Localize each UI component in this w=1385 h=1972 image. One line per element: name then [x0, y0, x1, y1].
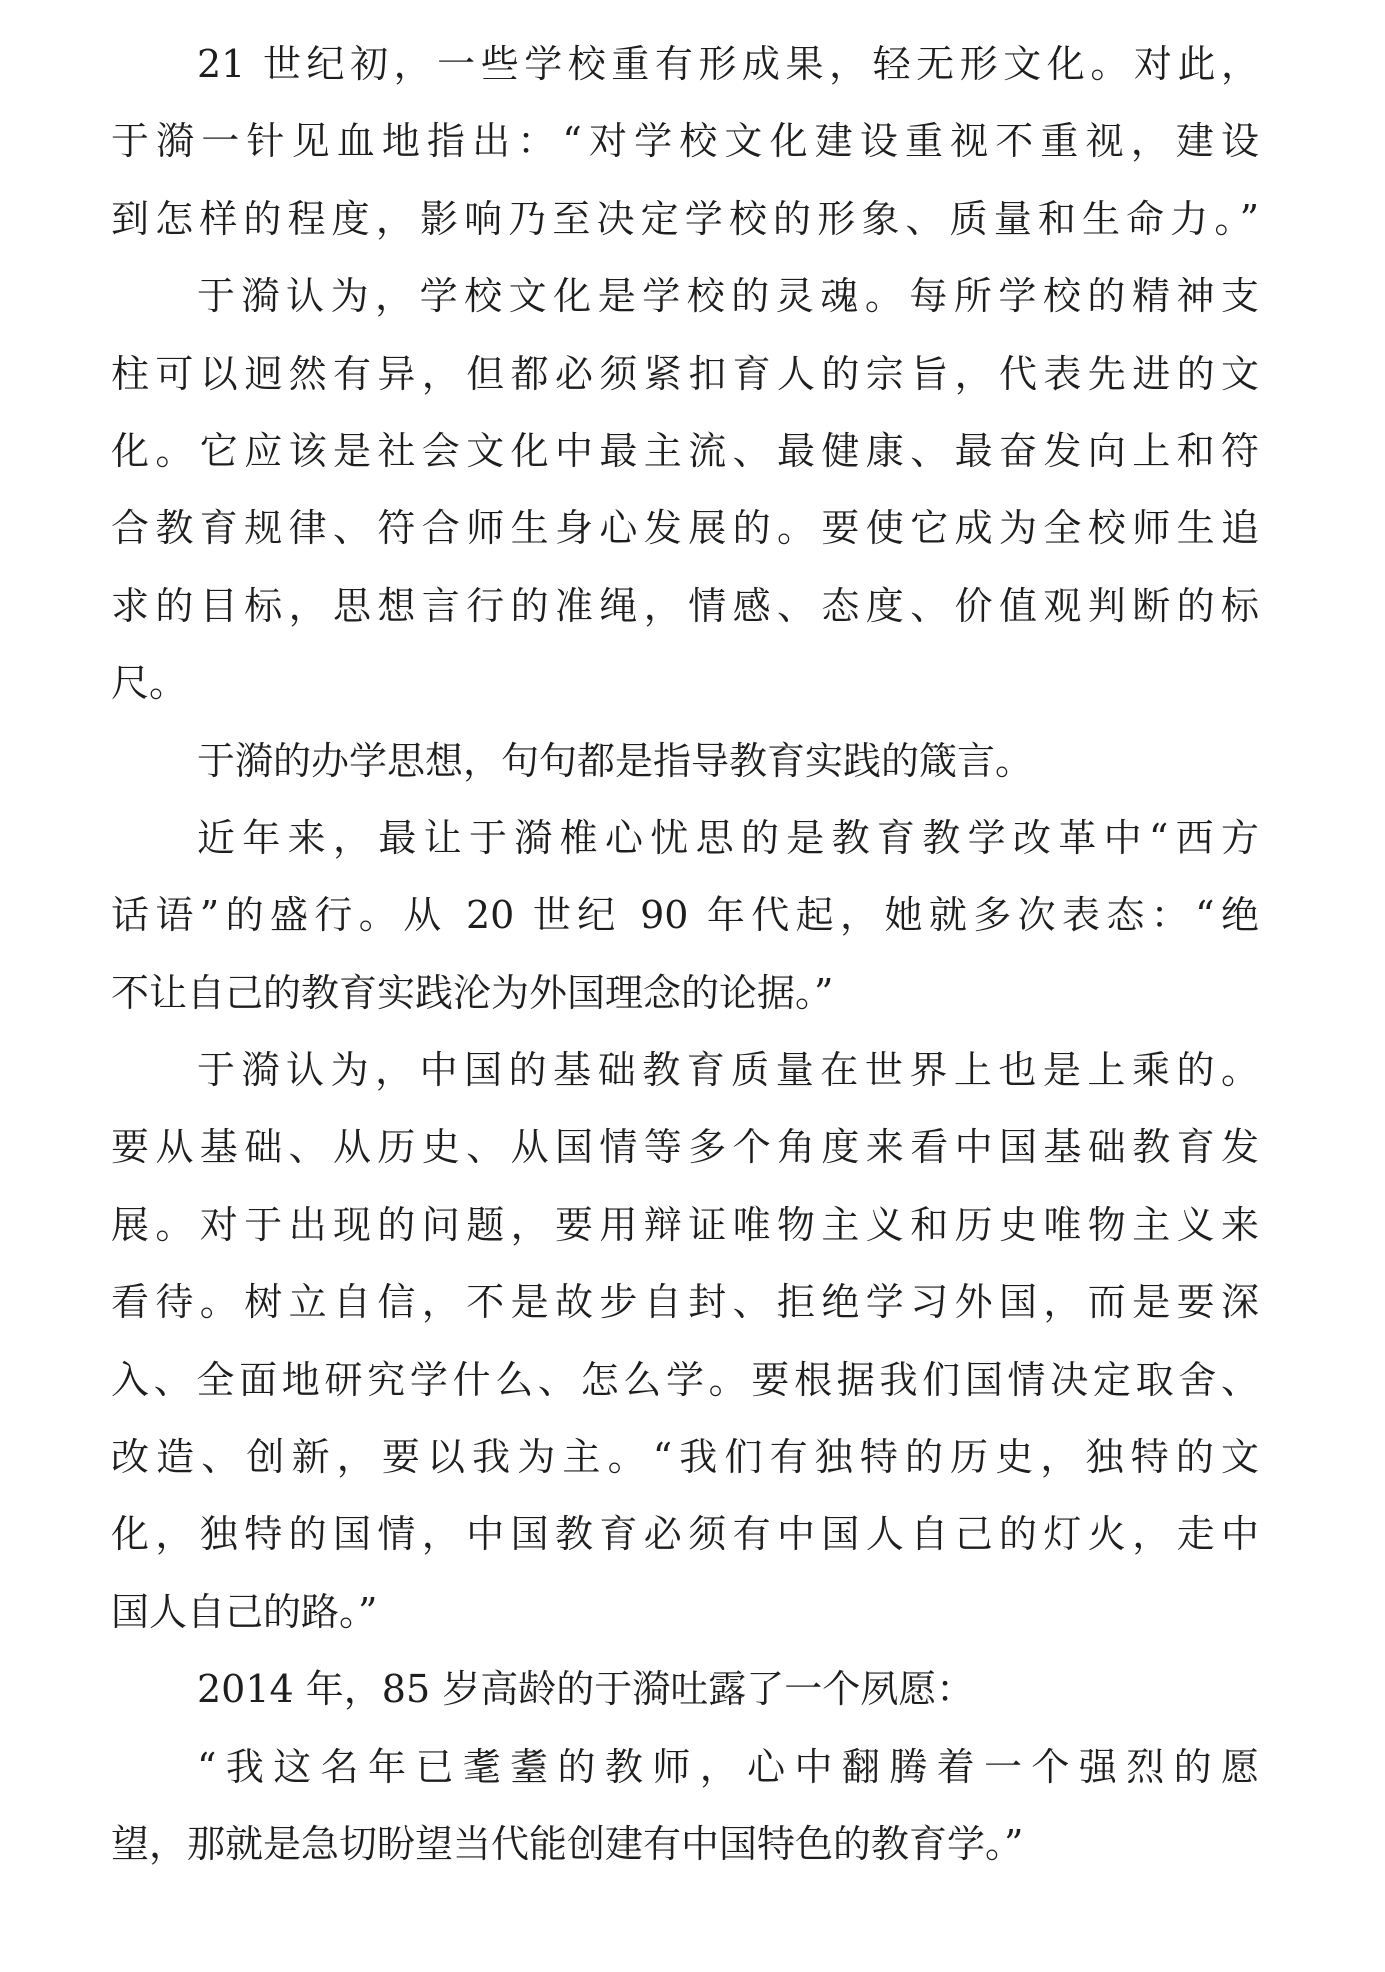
text-line: 入、全面地研究学什么、怎么学。要根据我们国情决定取舍、 — [111, 1357, 1259, 1402]
text-line: 2014 年，85 岁高龄的于漪吐露了一个夙愿： — [197, 1667, 975, 1712]
text-line: 望，那就是急切盼望当代能创建有中国特色的教育学。” — [111, 1821, 1024, 1866]
paragraph-school-soul — [111, 258, 1259, 722]
text-line: 近年来，最让于漪椎心忧思的是教育教学改革中“西方 — [197, 815, 1259, 860]
paragraph-chinese-education — [111, 1032, 1259, 1651]
paragraph-western-discourse — [111, 800, 1259, 1032]
paragraph-wish-2014 — [111, 1651, 1259, 1728]
text-line: 21 世纪初，一些学校重有形成果，轻无形文化。对此， — [197, 42, 1259, 86]
text-line: 于漪认为，中国的基础教育质量在世界上也是上乘的。 — [197, 1048, 1259, 1093]
text-line: 于漪的办学思想，句句都是指导教育实践的箴言。 — [197, 738, 1034, 783]
text-line: 求的目标，思想言行的准绳，情感、态度、价值观判断的标 — [111, 583, 1259, 628]
text-line: 话语”的盛行。从 20 世纪 90 年代起，她就多次表态：“绝 — [111, 893, 1259, 938]
text-line: 要从基础、从历史、从国情等多个角度来看中国基础教育发 — [111, 1125, 1259, 1170]
text-line: 尺。 — [111, 661, 188, 706]
document-body — [111, 26, 1259, 1883]
text-line: 国人自己的路。” — [111, 1589, 378, 1634]
text-line: 化。它应该是社会文化中最主流、最健康、最奋发向上和符 — [111, 428, 1259, 473]
text-line: 到怎样的程度，影响乃至决定学校的形象、质量和生命力。” — [111, 196, 1259, 241]
text-line: “我这名年已耄耋的教师，心中翻腾着一个强烈的愿 — [197, 1744, 1259, 1789]
text-line: 展。对于出现的问题，要用辩证唯物主义和历史唯物主义来 — [111, 1202, 1259, 1247]
text-line: 看待。树立自信，不是故步自封、拒绝学习外国，而是要深 — [111, 1280, 1259, 1325]
paragraph-school-philosophy — [111, 723, 1259, 800]
text-line: 柱可以迥然有异，但都必须紧扣育人的宗旨，代表先进的文 — [111, 351, 1259, 396]
text-line: 改造、创新，要以我为主。“我们有独特的历史，独特的文 — [111, 1435, 1259, 1480]
paragraph-school-culture-intro — [111, 26, 1259, 258]
paragraph-quote-pedagogy — [111, 1729, 1259, 1884]
text-line: 化，独特的国情，中国教育必须有中国人自己的灯火，走中 — [111, 1512, 1259, 1557]
text-line: 不让自己的教育实践沦为外国理念的论据。” — [111, 970, 834, 1015]
text-line: 合教育规律、符合师生身心发展的。要使它成为全校师生追 — [111, 506, 1259, 551]
text-line: 于漪一针见血地指出：“对学校文化建设重视不重视，建设 — [111, 119, 1259, 164]
text-line: 于漪认为，学校文化是学校的灵魂。每所学校的精神支 — [197, 274, 1259, 319]
